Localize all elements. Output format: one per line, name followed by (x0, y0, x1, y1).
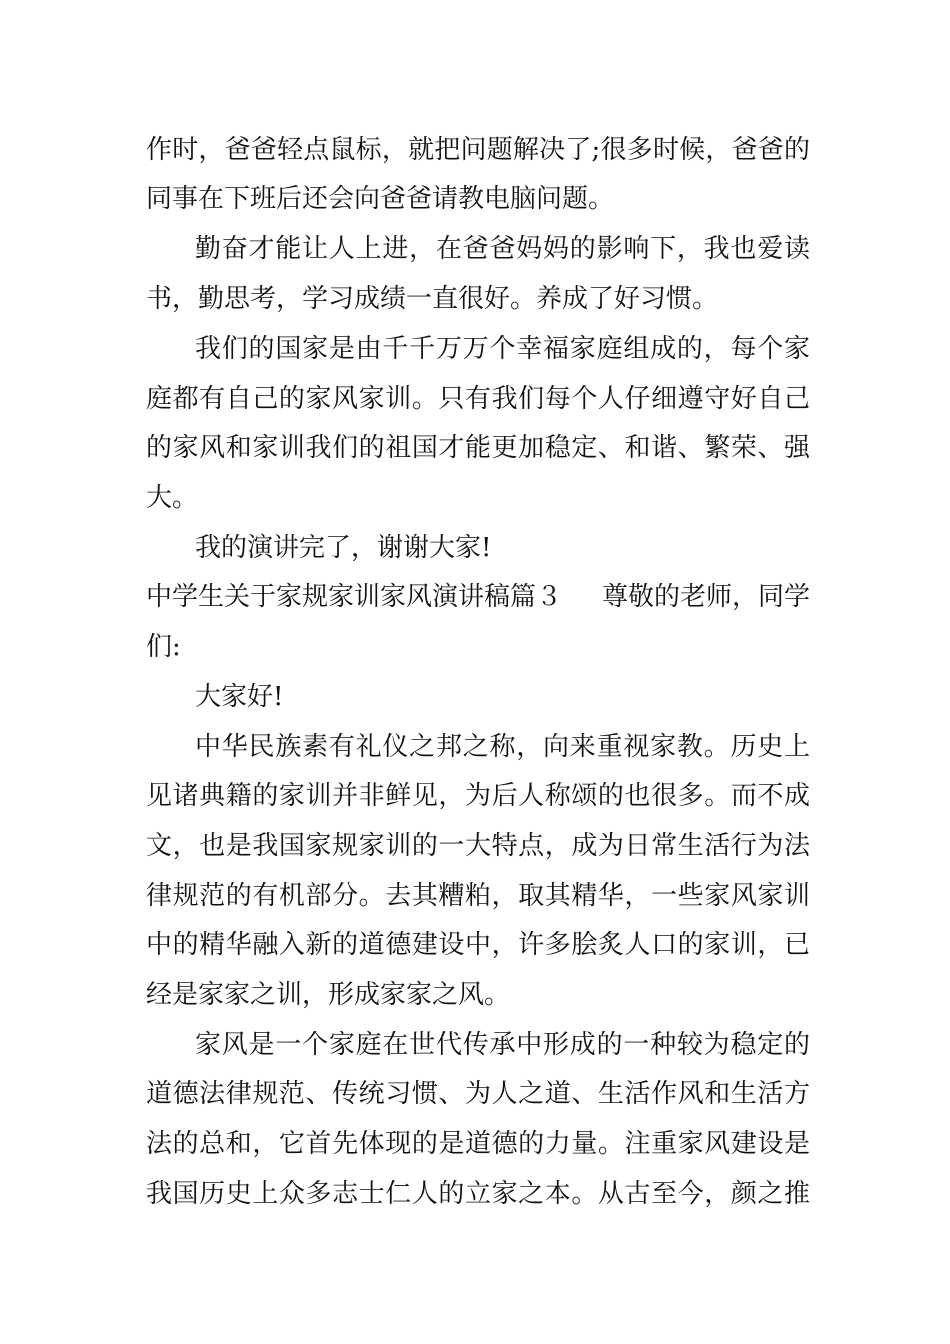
text-line: 经是家家之训，形成家家之风。 (146, 980, 511, 1010)
text-line: 中华民族素有礼仪之邦之称，向来重视家教。历史上 (195, 732, 810, 762)
text-line: 道德法律规范、传统习惯、为人之道、生活作风和生活方 (146, 1079, 810, 1109)
text-line: 大。 (146, 483, 199, 513)
text-line: 我的演讲完了，谢谢大家! (195, 533, 492, 563)
text-line: 律规范的有机部分。去其糟粕，取其精华，一些家风家训 (146, 881, 810, 911)
text-line: 同事在下班后还会向爸爸请教电脑问题。 (146, 184, 615, 214)
text-line: 庭都有自己的家风家训。只有我们每个人仔细遵守好自己 (146, 384, 810, 414)
text-line: 大家好! (195, 682, 284, 712)
section-heading: 中学生关于家规家训家风演讲稿篇３ (146, 582, 563, 612)
text-line: 中的精华融入新的道德建设中，许多脍炙人口的家训，已 (146, 930, 810, 960)
text-line: 书，勤思考，学习成绩一直很好。养成了好习惯。 (146, 284, 719, 314)
text-line: 勤奋才能让人上进，在爸爸妈妈的影响下，我也爱读 (195, 234, 810, 264)
text-line: 家风是一个家庭在世代传承中形成的一种较为稳定的 (195, 1030, 810, 1060)
section-heading-line (146, 577, 810, 617)
text-line: 我们的国家是由千千万万个幸福家庭组成的，每个家 (195, 334, 810, 364)
salutation-text: 尊敬的老师，同学 (602, 582, 810, 612)
text-line: 我国历史上众多志士仁人的立家之本。从古至今，颜之推 (146, 1179, 810, 1209)
text-line: 见诸典籍的家训并非鲜见，为后人称颂的也很多。而不成 (146, 781, 810, 811)
text-line: 们: (146, 632, 181, 662)
text-line: 文，也是我国家规家训的一大特点，成为日常生活行为法 (146, 831, 810, 861)
text-line: 法的总和，它首先体现的是道德的力量。注重家风建设是 (146, 1129, 810, 1159)
text-line: 的家风和家训我们的祖国才能更加稳定、和谐、繁荣、强 (146, 433, 810, 463)
text-line: 作时，爸爸轻点鼠标，就把问题解决了;很多时候，爸爸的 (146, 135, 810, 165)
